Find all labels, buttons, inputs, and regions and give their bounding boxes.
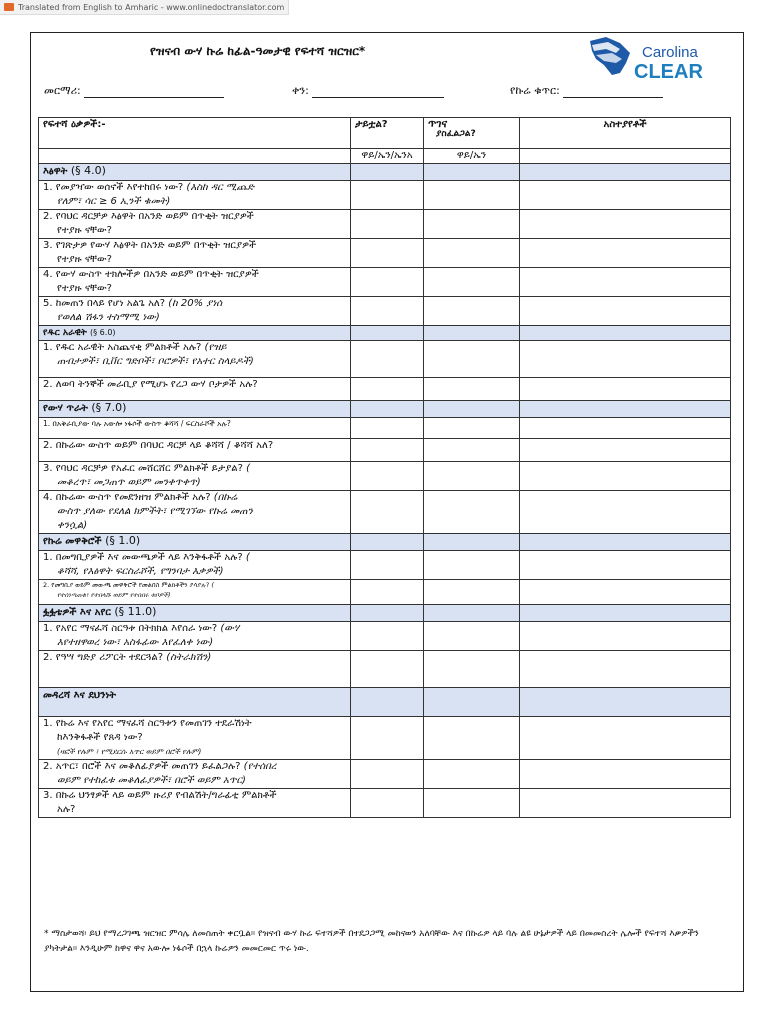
checklist-row — [39, 651, 731, 688]
notes-cell[interactable] — [520, 341, 731, 378]
observed-cell[interactable] — [351, 378, 424, 401]
section-name: እፅዋት — [43, 166, 68, 177]
checklist-item-text — [39, 789, 351, 818]
subheader-empty — [39, 149, 351, 164]
checklist-item-text — [39, 439, 351, 462]
checklist-item-text — [39, 760, 351, 789]
repair-cell[interactable] — [424, 789, 520, 818]
repair-cell[interactable] — [424, 651, 520, 688]
question-text: 3. በኩሬ ህንፃዎች ላይ ወይም ዙሪያ የብልሽት/ግራፊቲ ምልክቶች — [43, 790, 277, 801]
checklist-row — [39, 268, 731, 297]
question-note: ( — [242, 552, 250, 563]
section-blank-cell — [351, 688, 424, 717]
checklist-item-text — [39, 418, 351, 439]
section-blank-cell — [424, 326, 520, 341]
question-continuation: ወይም የተከፈቱ መቆለፊያዎች፣ በሮች ወይም አጥር) — [57, 775, 246, 786]
checklist-row — [39, 789, 731, 818]
repair-cell[interactable] — [424, 239, 520, 268]
section-blank-cell — [351, 326, 424, 341]
section-title — [39, 688, 351, 717]
question-text: 2. በኩሬው ውስጥ ወይም በባህር ዳርቻ ላይ ቆሻሻ / ቆሻሻ አለ? — [43, 440, 274, 451]
section-blank-cell — [351, 164, 424, 181]
checklist-item-text — [39, 580, 351, 605]
question-note: ( — [242, 463, 251, 474]
date-label: ቀን: — [292, 84, 309, 97]
section-reference: (§ 11.0) — [114, 605, 157, 618]
date-field[interactable] — [292, 84, 444, 98]
subheader-notes-empty — [520, 149, 731, 164]
section-title — [39, 534, 351, 551]
observed-cell[interactable] — [351, 491, 424, 534]
col-repair-header: ጥገና ያስፈልጋል? — [424, 118, 520, 149]
question-text: 2. የዓሣ ግድያ ሪፖርት ተደርጓል? — [43, 652, 164, 663]
checklist-row — [39, 491, 731, 534]
question-continuation-2: ቀንሷል) — [57, 520, 88, 531]
section-blank-cell — [424, 534, 520, 551]
repair-cell[interactable] — [424, 297, 520, 326]
observed-cell[interactable] — [351, 717, 424, 760]
col-notes-header: አስተያየቶች — [520, 118, 731, 149]
col-items-header: የፍተሻ ዕቃዎች:- — [39, 118, 351, 149]
repair-cell[interactable] — [424, 580, 520, 605]
checklist-item-text — [39, 378, 351, 401]
question-continuation: የተያዙ ናቸው? — [57, 254, 112, 265]
notes-cell[interactable] — [520, 760, 731, 789]
section-blank-cell — [520, 534, 731, 551]
translation-banner — [0, 0, 289, 15]
section-reference: (§ 6.0) — [90, 328, 116, 337]
checklist-row — [39, 418, 731, 439]
notes-cell[interactable] — [520, 439, 731, 462]
section-blank-cell — [351, 401, 424, 418]
question-note: (ከ 20% ያነሰ — [165, 298, 223, 309]
section-header — [39, 401, 731, 418]
section-header — [39, 688, 731, 717]
question-text: 1. በአቅራቢያው ባሉ አውሎ ነፋሶች ውስጥ ቆሻሻ / ፍርስራሾች አሉ? — [43, 419, 231, 428]
section-blank-cell — [424, 401, 520, 418]
notes-cell[interactable] — [520, 717, 731, 760]
observed-cell[interactable] — [351, 297, 424, 326]
question-continuation: እየተዘዋወረ ነው፣ አስፋፊው እየፈለቀ ነው) — [57, 637, 214, 648]
question-continuation: የተያዙ ናቸው? — [57, 283, 112, 294]
banner-text: Translated from English to Amharic - www.onlinedoctranslator.com — [18, 2, 285, 12]
repair-cell[interactable] — [424, 210, 520, 239]
section-blank-cell — [520, 605, 731, 622]
checklist-item-text — [39, 551, 351, 580]
question-text: 2. አጥር፣ በሮች እና መቆለፊያዎች መጠገን ይፈልጋሉ? — [43, 761, 241, 772]
observed-cell[interactable] — [351, 622, 424, 651]
section-blank-cell — [520, 401, 731, 418]
carolina-clear-logo — [586, 33, 732, 83]
repair-cell[interactable] — [424, 717, 520, 760]
repair-cell[interactable] — [424, 181, 520, 210]
section-title — [39, 326, 351, 341]
section-header — [39, 605, 731, 622]
repair-cell[interactable] — [424, 491, 520, 534]
notes-cell[interactable] — [520, 210, 731, 239]
section-blank-cell — [424, 688, 520, 717]
question-text: 2. የባህር ዳርቻዎ እፅዋት በአንድ ወይም በጥቂት ዝርያዎች — [43, 211, 254, 222]
checklist-row — [39, 210, 731, 239]
repair-options: ዋይ/ኤን — [424, 149, 520, 164]
question-continuation: የለም፣ ሳር ≥ 6 ኢንች ቁመት) — [57, 196, 171, 207]
section-title — [39, 164, 351, 181]
repair-cell[interactable] — [424, 551, 520, 580]
section-name: ፏፏቴዎች እና አየር — [43, 607, 111, 618]
repair-cell[interactable] — [424, 378, 520, 401]
question-continuation-2: (ዛፎች የሉም ፣ የሚደርሱ አጥር ወይም በሮች የሉም) — [57, 747, 202, 756]
question-note: (ስትራክሽን) — [163, 652, 212, 663]
question-text: 1. በመግቢያዎች እና መውጫዎች ላይ እንቅፋቶች አሉ? — [43, 552, 243, 563]
logo-line1: Carolina — [642, 44, 698, 61]
question-note: (የተሰበረ — [240, 761, 277, 772]
inspector-blank[interactable] — [84, 85, 224, 98]
question-continuation: አሉ? — [57, 804, 76, 815]
checklist-row — [39, 239, 731, 268]
section-title — [39, 605, 351, 622]
observed-cell[interactable] — [351, 239, 424, 268]
checklist-row — [39, 439, 731, 462]
section-blank-cell — [424, 164, 520, 181]
section-blank-cell — [520, 326, 731, 341]
checklist-item-text — [39, 622, 351, 651]
question-text: 1. የመያዣው ወሰኖች እየተከበሩ ነው? — [43, 182, 184, 193]
question-continuation: ከእንቅፋቶች የጸዳ ነው? — [57, 732, 143, 743]
notes-cell[interactable] — [520, 622, 731, 651]
notes-cell[interactable] — [520, 181, 731, 210]
repair-cell[interactable] — [424, 439, 520, 462]
section-name: የኩሬ መዋቅሮች — [43, 536, 102, 547]
repair-cell[interactable] — [424, 341, 520, 378]
notes-cell[interactable] — [520, 239, 731, 268]
observed-cell[interactable] — [351, 580, 424, 605]
repair-cell[interactable] — [424, 418, 520, 439]
checklist-item-text — [39, 297, 351, 326]
section-blank-cell — [520, 164, 731, 181]
header-fields — [44, 84, 724, 104]
checklist-item-text — [39, 717, 351, 760]
checklist-row — [39, 378, 731, 401]
observed-cell[interactable] — [351, 268, 424, 297]
section-reference: (§ 4.0) — [70, 164, 106, 177]
col-observed-header: ታይቷል? — [351, 118, 424, 149]
observed-cell[interactable] — [351, 789, 424, 818]
checklist-row — [39, 622, 731, 651]
checklist-row — [39, 580, 731, 605]
observed-cell[interactable] — [351, 418, 424, 439]
question-continuation: የወለል ሽፋን ተስማሚ ነው) — [57, 312, 160, 323]
section-reference: (§ 7.0) — [91, 401, 127, 414]
question-note: ( — [209, 581, 214, 589]
section-blank-cell — [424, 605, 520, 622]
pond-number-field[interactable] — [510, 84, 663, 98]
notes-cell[interactable] — [520, 462, 731, 491]
notes-cell[interactable] — [520, 268, 731, 297]
section-blank-cell — [520, 688, 731, 717]
notes-cell[interactable] — [520, 491, 731, 534]
question-text: 4. በኩሬው ውስጥ የመደንዘዝ ምልክቶች አሉ? — [43, 492, 211, 503]
section-name: መዳረሻ እና ደህንነት — [43, 690, 117, 701]
checklist-item-text — [39, 651, 351, 688]
pond-number-label: የኩሬ ቁጥር: — [510, 84, 560, 97]
observed-cell[interactable] — [351, 462, 424, 491]
notes-cell[interactable] — [520, 580, 731, 605]
checklist-row — [39, 341, 731, 378]
section-header — [39, 164, 731, 181]
repair-cell[interactable] — [424, 622, 520, 651]
notes-cell[interactable] — [520, 789, 731, 818]
date-blank[interactable] — [312, 85, 444, 98]
checklist-row — [39, 462, 731, 491]
notes-cell[interactable] — [520, 651, 731, 688]
question-continuation: ጠብታዎች፣ ቢቨር ግድቦች፣ ቦሮዎች፣ የአተር ስላይዶች) — [57, 356, 254, 367]
question-text: 3. የገጽታዎ የውሃ እፅዋት በአንድ ወይም በጥቂት ዝርያዎች — [43, 240, 257, 251]
question-continuation: የተሰነጣጠቁ፣ የተበላሹ ወይም የተሰበሩ ቱቦዎች) — [57, 591, 171, 599]
observed-cell[interactable] — [351, 210, 424, 239]
section-header — [39, 326, 731, 341]
repair-cell[interactable] — [424, 268, 520, 297]
notes-cell[interactable] — [520, 418, 731, 439]
checklist-row — [39, 717, 731, 760]
question-text: 5. ከመጠን በላይ የሆነ አልጌ አለ? — [43, 298, 166, 309]
question-note: (የዝይ — [201, 342, 227, 353]
question-note: (በኩሬ — [210, 492, 238, 503]
checklist-item-text — [39, 239, 351, 268]
section-blank-cell — [351, 605, 424, 622]
question-text: 4. የውሃ ውስጥ ተክሎችዎ በአንድ ወይም በጥቂት ዝርያዎች — [43, 269, 259, 280]
page-title: የዝናብ ውሃ ኩሬ ከፊል-ዓመታዊ የፍተሻ ዝርዝር* — [150, 44, 366, 58]
checklist-item-text — [39, 210, 351, 239]
question-continuation: ቆሻሻ, የእፅዋት ፍርስራሾች, የግንባታ እቃዎች) — [57, 566, 224, 577]
question-text: 1. የኩሬ እና የአየር ማናፈሻ ስርዓቱን የመጠገን ተደራሽነት — [43, 718, 252, 729]
notes-cell[interactable] — [520, 378, 731, 401]
observed-options: ዋይ/ኤን/ኤንአ — [351, 149, 424, 164]
question-note: (እስከ ዳር ሚጨድ — [183, 182, 255, 193]
question-text: 2. ለወባ ትንኞች መራቢያ የሚሆኑ የረጋ ውሃ ቦታዎች አሉ? — [43, 379, 258, 390]
inspection-table — [38, 117, 731, 818]
question-note: (ውሃ — [217, 623, 240, 634]
checklist-item-text — [39, 491, 351, 534]
section-header — [39, 534, 731, 551]
inspector-label: መርማሪ: — [44, 84, 81, 97]
checklist-row — [39, 760, 731, 789]
checklist-row — [39, 551, 731, 580]
notes-cell[interactable] — [520, 297, 731, 326]
question-continuation: የተያዙ ናቸው? — [57, 225, 112, 236]
translate-icon — [4, 3, 14, 11]
section-reference: (§ 1.0) — [105, 534, 141, 547]
checklist-row — [39, 181, 731, 210]
question-text: 3. የባህር ዳርቻዎ የአፈር መሸርሸር ምልክቶች ይታያል? — [43, 463, 243, 474]
section-title — [39, 401, 351, 418]
question-text: 1. የአየር ማናፈሻ ስርዓቱ በትክክል እየሰራ ነው? — [43, 623, 218, 634]
question-text: 2. የመግቢያ ወይም መውጫ መዋቅሮች የመልበስ ምልክቶችን ያሳያሉ? — [43, 581, 210, 589]
observed-cell[interactable] — [351, 651, 424, 688]
inspector-field[interactable] — [44, 84, 224, 98]
pond-number-blank[interactable] — [563, 85, 663, 98]
repair-cell[interactable] — [424, 760, 520, 789]
checklist-item-text — [39, 268, 351, 297]
notes-cell[interactable] — [520, 551, 731, 580]
observed-cell[interactable] — [351, 760, 424, 789]
checklist-row — [39, 297, 731, 326]
checklist-item-text — [39, 341, 351, 378]
section-name: የውሃ ጥራት — [43, 403, 88, 414]
section-blank-cell — [351, 534, 424, 551]
footnote: * ማስታወሻ፡ ይህ የማረጋገጫ ዝርዝር ምሳሌ ለመስጠት ቀርቧል። የዝናብ ውሃ ኩሬ ፍተሻዎች በተደጋጋሚ መከናወን አለባቸው እና በኩሬዎ ላይ ባሉ ልዩ ሁኔታዎች ላይ በመመስረት ሌሎች የፍተሻ እቃዎችን ያካትታል። እንዲሁም ከዋና ዋና አውሎ ነፋሶች በኋላ ኩሬዎን መመርመር ጥሩ ነው. — [44, 929, 699, 954]
observed-cell[interactable] — [351, 439, 424, 462]
question-text: 1. የዱር አራዊት አስጨናቂ ምልክቶች አሉ? — [43, 342, 202, 353]
question-continuation: መቆረጥ፣ መጋጠጥ ወይም መንቀጥቀጥ) — [57, 477, 201, 488]
checklist-item-text — [39, 462, 351, 491]
logo-line2: CLEAR — [634, 61, 703, 83]
repair-cell[interactable] — [424, 462, 520, 491]
observed-cell[interactable] — [351, 551, 424, 580]
section-name: የዱር አራዊት — [43, 328, 87, 338]
observed-cell[interactable] — [351, 181, 424, 210]
observed-cell[interactable] — [351, 341, 424, 378]
checklist-item-text — [39, 181, 351, 210]
question-continuation: ውስጥ ያለው የደለል ክምችት፣ የሚገኘው የኩሬ መጠን — [57, 506, 253, 517]
